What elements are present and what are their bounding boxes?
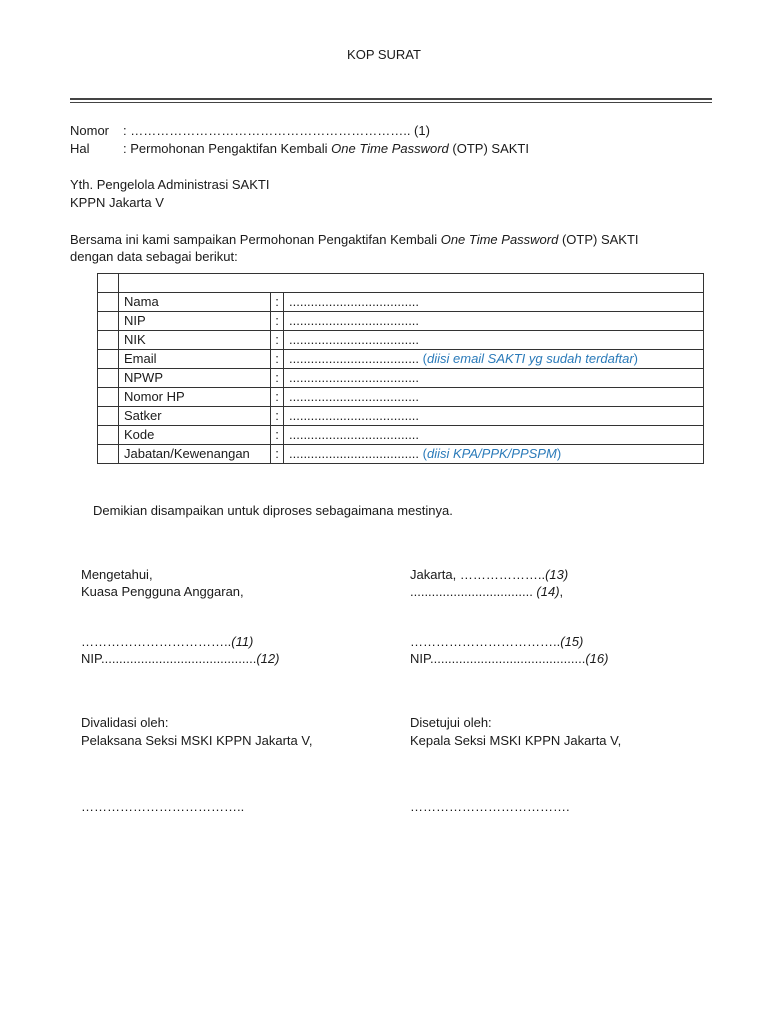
ref-11: (11) [231,634,254,649]
left-validated-by: Divalidasi oleh: [81,715,169,730]
ref-14: (14) [536,584,560,599]
table-cell [98,331,119,350]
field-dots: .................................... [289,370,420,385]
field-dots: .................................... [289,313,420,328]
left-signer-nip [81,651,279,667]
table-cell [119,274,704,293]
field-value [284,407,704,426]
recipient-line-1: Yth. Pengelola Administrasi SAKTI [70,177,270,192]
table-row [98,293,704,312]
table-header-row [98,274,704,293]
hal-suffix: (OTP) SAKTI [448,141,529,156]
table-row [98,445,704,464]
letterhead-title: KOP SURAT [347,47,421,62]
field-colon: : [271,293,284,312]
recipient-line-2: KPPN Jakarta V [70,195,164,210]
field-value [284,331,704,350]
field-dots: .................................... [289,408,420,423]
hal-label: Hal [70,141,90,156]
table-cell [98,312,119,331]
nip-dots: NIP........................................... [81,651,257,666]
ref-16: (16) [585,651,609,666]
field-dots: .................................... [289,351,420,366]
nomor-value: : ……………………………………………………….. (1) [123,123,430,138]
comma: , [559,584,564,599]
left-acknowledge-2: Kuasa Pengguna Anggaran, [81,584,244,599]
field-colon: : [271,350,284,369]
field-colon: : [271,388,284,407]
left-validator-title: Pelaksana Seksi MSKI KPPN Jakarta V, [81,733,313,748]
hal-prefix: : Permohonan Pengaktifan Kembali [123,141,332,156]
name-dots: …………………………….. [410,634,561,649]
name-dots: …………………………….. [81,634,232,649]
field-label: NPWP [119,369,271,388]
field-value [284,426,704,445]
closing-text: Demikian disampaikan untuk diproses sebagaimana mestinya. [93,503,453,518]
nip-dots: NIP........................................... [410,651,586,666]
field-note: (diisi email SAKTI yg sudah terdaftar) [422,351,638,366]
intro-italic: One Time Password [440,232,559,247]
field-value [284,350,704,369]
table-row [98,407,704,426]
intro-text-a: Bersama ini kami sampaikan Permohonan Pengaktifan Kembali [70,232,441,247]
intro-text-b: (OTP) SAKTI [558,232,639,247]
hal-value [123,141,529,157]
field-value [284,445,704,464]
table-row [98,426,704,445]
field-label: Satker [119,407,271,426]
field-dots: .................................... [289,427,420,442]
field-colon: : [271,312,284,331]
hal-italic: One Time Password [331,141,449,156]
field-label: Kode [119,426,271,445]
right-position [410,584,563,600]
table-row [98,331,704,350]
field-value [284,388,704,407]
letterhead-rule-thick [70,98,712,100]
right-signer-name [410,634,583,650]
field-value [284,312,704,331]
ref-12: (12) [256,651,280,666]
data-table [97,273,704,464]
table-cell [98,407,119,426]
table-row [98,312,704,331]
field-value [284,293,704,312]
intro-line-2: dengan data sebagai berikut: [70,249,238,264]
field-label: Jabatan/Kewenangan [119,445,271,464]
field-label: Nama [119,293,271,312]
field-colon: : [271,426,284,445]
position-dots: .................................. [410,584,537,599]
table-cell [98,350,119,369]
left-final-signature: ……………………………….. [81,799,245,814]
field-label: Nomor HP [119,388,271,407]
field-dots: .................................... [289,446,420,461]
ref-13: (13) [545,567,569,582]
field-note-text: diisi KPA/PPK/PPSPM [427,446,557,461]
field-label: NIP [119,312,271,331]
table-cell [98,293,119,312]
field-note: (diisi KPA/PPK/PPSPM) [422,446,562,461]
field-colon: : [271,445,284,464]
field-dots: .................................... [289,332,420,347]
right-place-date [410,567,568,583]
table-cell [98,369,119,388]
field-value [284,369,704,388]
right-final-signature: ………………………………. [410,799,570,814]
table-cell [98,274,119,293]
table-cell [98,426,119,445]
letterhead-rule-thin [70,102,712,103]
field-colon: : [271,407,284,426]
table-cell [98,445,119,464]
place-date-text: Jakarta, ……………….. [410,567,546,582]
right-signer-nip [410,651,608,667]
field-label: Email [119,350,271,369]
right-approver-title: Kepala Seksi MSKI KPPN Jakarta V, [410,733,622,748]
intro-line-1 [70,232,639,248]
table-cell [98,388,119,407]
field-label: NIK [119,331,271,350]
ref-15: (15) [560,634,584,649]
left-signer-name [81,634,253,650]
field-dots: .................................... [289,389,420,404]
table-row [98,388,704,407]
table-row [98,369,704,388]
nomor-label: Nomor [70,123,110,138]
field-colon: : [271,331,284,350]
right-approved-by: Disetujui oleh: [410,715,492,730]
left-acknowledge-1: Mengetahui, [81,567,153,582]
field-colon: : [271,369,284,388]
table-row [98,350,704,369]
field-note-text: diisi email SAKTI yg sudah terdaftar [427,351,634,366]
field-dots: .................................... [289,294,420,309]
